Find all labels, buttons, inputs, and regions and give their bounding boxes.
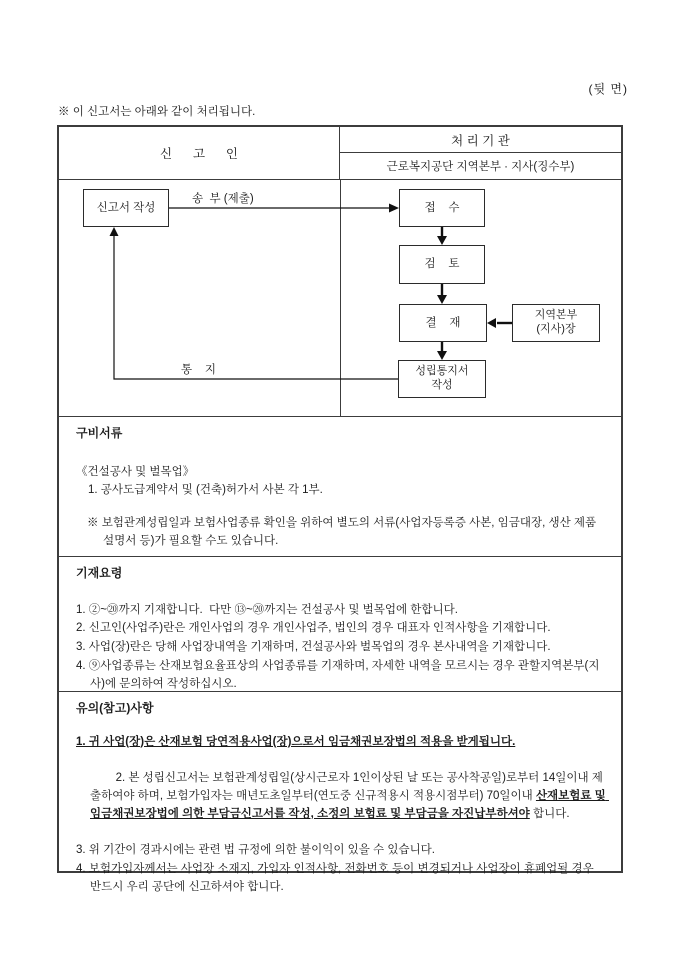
caution-item [76,752,609,841]
section-filling-guidelines [59,557,621,692]
flow-label-send: 송 부 (제출) [192,193,254,205]
agency-header-subtitle: 근로복지공단 지역본부 · 지사(징수부) [386,161,575,173]
caution-item: 4. 보험가입자께서는 사업장 소재지, 가입자 인적사항, 전화번호 등이 변경되거나 사업장이 휴폐업될 경우 반드시 우리 공단에 신고하셔야 합니다. [76,863,597,894]
caution-item2-emphasized: 산재보험료 및 임금채권보장법에 의한 부담금신고서를 작성, 소정의 보험료 및 부담금을 자진납부하셔야 [90,790,609,820]
flow-box-receive-label: 접 수 [424,201,460,214]
flow-box-notice-line1: 성립통지서 [415,365,469,378]
required-documents-category: 《건설공사 및 벌목업》 [76,465,195,478]
caution-item2-tail: 합니다. [529,807,570,820]
flow-box-review [399,245,485,284]
flow-box-receive [399,189,485,227]
filling-guidelines-list [76,602,606,694]
flow-box-approver-line2: (지사)장 [536,323,576,335]
process-flowchart [59,180,621,417]
flow-box-notice-write [398,360,486,398]
processing-table [57,125,623,894]
required-documents-note: ※ 보험관계성립일과 보험사업종류 확인을 위하여 별도의 서류(사업자등록증 사본, 임금대장, 생산 제품 설명서 등)가 필요할 수도 있습니다. [87,517,600,548]
caution-item: 3. 위 기간이 경과시에는 관련 법 규정에 의한 불이익이 있을 수 있습니다. [76,844,435,857]
flow-box-write-report-label: 신고서 작성 [96,201,156,214]
cautions-title: 유의(참고)사항 [76,701,154,715]
caution-item: 1. 귀 사업(장)은 산재보험 당연적용사업(장)으로서 임금채권보장법의 적용을 받게됩니다. [76,735,516,748]
flow-box-review-label: 검 토 [424,258,460,271]
guideline-item: 2. 신고인(사업주)란은 개인사업의 경우 개인사업주, 법인의 경우 대표자 인적사항을 기재합니다. [76,622,551,635]
required-documents-title: 구비서류 [76,426,123,440]
agency-column-header [340,127,621,179]
flow-box-notice-line2: 작성 [431,379,453,391]
caution-item2-normal: 2. 본 성립신고서는 보험관계성립일(상시근로자 1인이상된 날 또는 공사착공일)로부터 14일이내 제출하여야 하며, 보험가입자는 매년도초일부터(연도중 신규적용시 적용시점부터) 70일이내 [90,772,603,803]
flow-label-notify: 통 지 [181,364,216,376]
flow-box-approve [399,304,487,342]
applicant-column-header: 신 고 인 [59,127,340,179]
section-required-documents [59,417,621,557]
guideline-item: 1. ②~⑳까지 기재합니다. 다만 ⑬~⑳까지는 건설공사 및 벌목업에 한합니다. [76,603,458,616]
flow-box-write-report [83,189,169,227]
table-header-row [59,127,621,180]
cautions-list [76,734,609,897]
filling-guidelines-title: 기재요령 [76,566,123,580]
flow-box-approver-line1: 지역본부 [534,309,578,322]
processing-intro-note: ※ 이 신고서는 아래와 같이 처리됩니다. [58,106,256,118]
required-documents-item: 1. 공사도급계약서 및 (건축)허가서 사본 각 1부. [88,484,323,497]
agency-header-title: 처 리 기 관 [340,127,621,153]
guideline-item: 4. ⑨사업종류는 산재보험요율표상의 사업종류를 기재하며, 자세한 내역을 모르시는 경우 관할지역본부(지사)에 문의하여 작성하십시오. [76,660,600,690]
flow-box-approver [512,304,600,342]
guideline-item: 3. 사업(장)란은 당해 사업장내역을 기재하며, 건설공사와 벌목업의 경우 본사내역을 기재합니다. [76,641,551,654]
flow-box-approve-label: 결 재 [425,316,461,329]
section-cautions [59,692,621,894]
back-side-label: (뒷 면) [588,82,628,96]
